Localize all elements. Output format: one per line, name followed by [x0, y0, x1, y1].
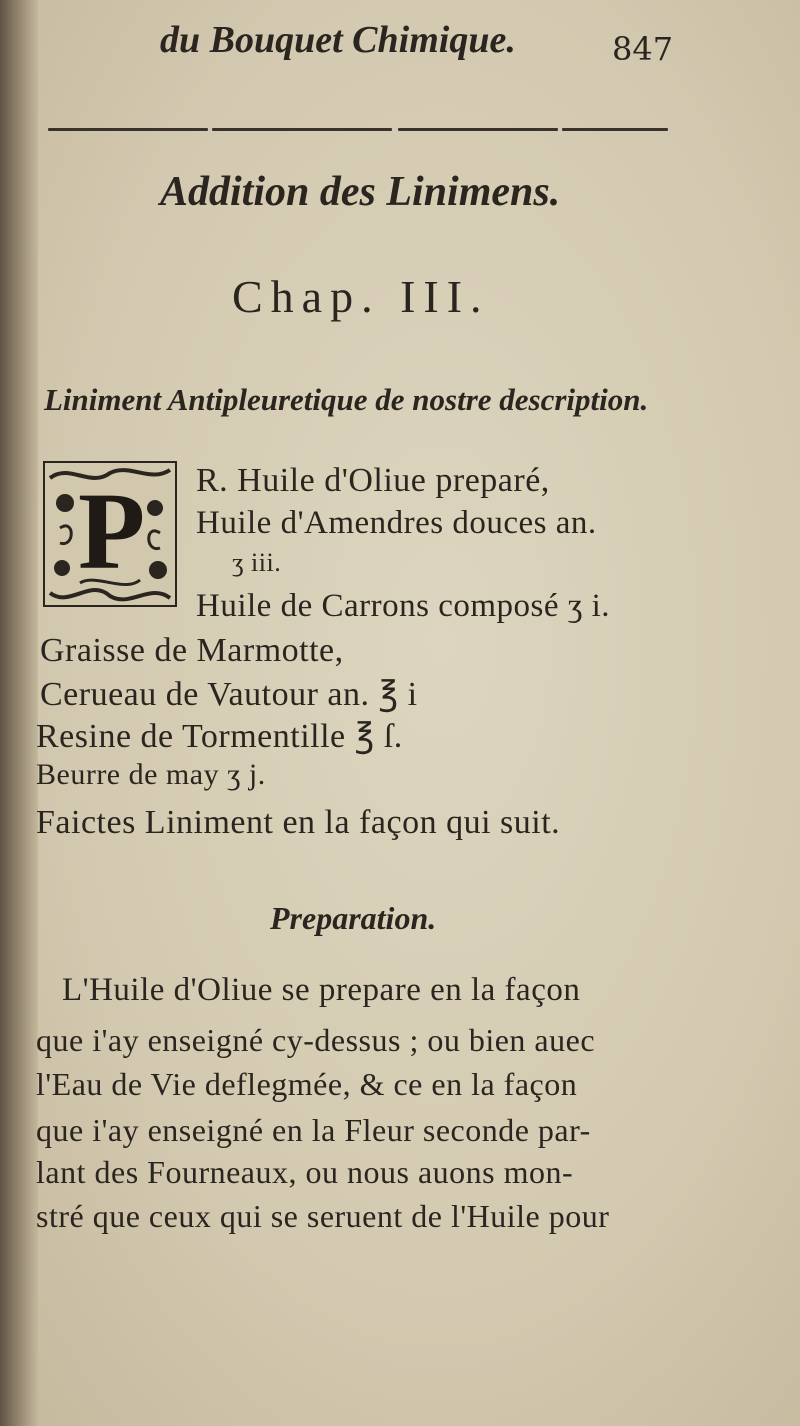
- recipe-line: Huile d'Amendres douces an.: [196, 505, 597, 541]
- page-gutter: [0, 0, 38, 1426]
- preparation-line: stré que ceux qui se seruent de l'Huile pour: [36, 1198, 610, 1234]
- ornamental-drop-cap: [40, 458, 180, 610]
- recipe-line: Cerueau de Vautour an. ℥ i: [40, 676, 418, 713]
- header-rule-2: [212, 128, 392, 131]
- preparation-line: l'Eau de Vie deflegmée, & ce en la façon: [36, 1066, 578, 1102]
- recipe-line: Beurre de may ʒ j.: [36, 758, 266, 791]
- recipe-title: Liniment Antipleuretique de nostre description.: [44, 382, 649, 417]
- header-rule-4: [562, 128, 668, 131]
- preparation-line: lant des Fourneaux, ou nous auons mon-: [36, 1154, 574, 1190]
- recipe-line: Huile de Carrons composé ʒ i.: [196, 588, 611, 624]
- recipe-line: ʒ iii.: [232, 548, 282, 577]
- drop-cap-letter: P: [78, 470, 146, 592]
- preparation-line: que i'ay enseigné cy-dessus ; ou bien auec: [36, 1022, 596, 1058]
- section-title: Addition des Linimens.: [160, 169, 561, 215]
- header-rule-1: [48, 128, 208, 131]
- running-title: du Bouquet Chimique.: [160, 19, 516, 61]
- recipe-line: Graisse de Marmotte,: [40, 632, 344, 669]
- page-number: 847: [612, 30, 674, 68]
- preparation-line: L'Huile d'Oliue se prepare en la façon: [62, 972, 581, 1008]
- recipe-line: Faictes Liniment en la façon qui suit.: [36, 804, 561, 841]
- header-rule-3: [398, 128, 558, 131]
- recipe-line: Resine de Tormentille ℥ ſ.: [36, 718, 403, 755]
- preparation-line: que i'ay enseigné en la Fleur seconde par-: [36, 1112, 591, 1148]
- preparation-heading: Preparation.: [270, 900, 437, 936]
- recipe-line: R. Huile d'Oliue preparé,: [196, 462, 550, 499]
- chapter-heading: Chap. III.: [232, 271, 490, 322]
